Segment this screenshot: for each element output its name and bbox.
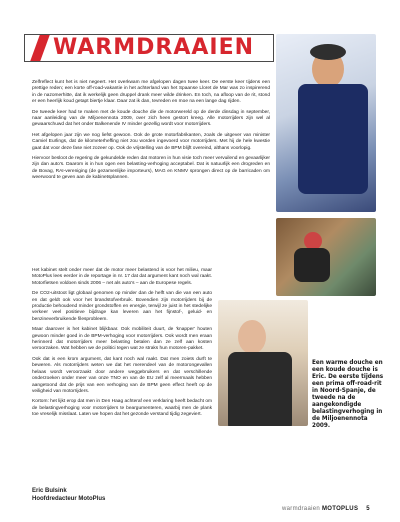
page-number: 5: [366, 506, 370, 512]
article-paragraph: Ook dat is een krom argument, dat kant noch wal raakt. Dat men zoiets durft te beweren. Als motorrijders weten we dat het merendeel van de motorongevallen helaas wordt veroorzaakt door andere weggebruikers en dat verschillende onderzoeken onder meer van onze TNO en van de EU zelf al meermaals hebben aangetoond dat de prijs van een verhoging van de BPM geen effect heeft op de veiligheid van motorrijders.: [32, 356, 212, 394]
minister-head: [238, 320, 266, 354]
photo-offroad: [276, 218, 376, 296]
article-body-lower: [32, 268, 212, 423]
article-paragraph: Zelfreflect kunt het is niet negeert. Het overkwam me afgelopen dagen twee keer. De eerste keer tijdens een prettige reden; een korte off-road-vakantie in het achterland van het Spaanse Lloret de Mar was zo inspirerend in de nazomerhitte, dat ik werkelijk geen druppel drank meer wilde drinken. En toch, na afloop van de rit, stond er een heerlijk koud getapt biertje klaar. Daar zat ik dan, tevreden en moe na een lange dag rijden.: [32, 80, 270, 105]
title-bar: [24, 34, 274, 62]
article-paragraph: Maar daarover is het kabinet blijkbaar. Ook mobiliteit duurt, de 'knapper' houten gewoon minder goed in de BPM-verhoging voor motorrijders. Ook wordt men eraan herinnerd dat motorrijders meer belasting betalen dan ze zelf aan kosten veroorzaken. Wat hebben we de politici tegen wat ze straks hun motoren-pakket.: [32, 327, 212, 352]
footer-section: warmdraaien: [282, 506, 320, 512]
top-border: [0, 0, 400, 12]
title-accent-slash: [30, 35, 49, 61]
article-paragraph: Kortom: het lijkt erop dat men in Den Haag achteraf een verklaring heeft bedacht om de belastingverhoging voor motorrijders te beargumenteren, waarbij men de plank toe vreselijk misslaat. Laten we hopen dat het gezonde verstand tijdig zegeviert.: [32, 399, 212, 418]
rider-hair: [310, 44, 346, 60]
article-paragraph: Hiervoor besloot de regering de gekundelde reden dat motoren in hun visie toch meer vervuilend en gevaarlijker zijn dan auto's. Daarom is in hun ogen een belasting-verhoging acceptabel. Dat is natuurlijk een drogreden en de Bovag, RAI-vereniging (de gezamenlijke importeurs), MAG en KNMV sprongen direct op de barricaden om weerwoord te geven aan de kabinetsplannen.: [32, 156, 270, 181]
page-title: WARMDRAAIEN: [53, 35, 255, 60]
article-paragraph: Het afgelopen jaar zijn we nog liefst gewoon. Ook de grote motorfabrikanten, zoals de uitgever van minister Camiel Eurlings, dat de kilometerheffing niet zou worden ingevoerd voor motorrijders. Met hij de hele kwestie gaat dat voor deze fase niet zozeer op. Ook de vrijstelling van de BPM blijft overeind, althans voorlopig.: [32, 132, 270, 151]
signature-title: Hoofdredacteur MotoPlus: [32, 495, 106, 502]
article-paragraph: De tweede keer had te maken met de koude douche die de motorwereld op de derde dinsdag in september, naar aanleiding van de Miljoenennota 2009, over zich heen gestort kreeg. Alle motorrijders zijn wel al gewaarschuwd dat het onder Balkenende IV minder gezellig wordt voor motorrijders.: [32, 109, 270, 128]
photo-caption: Een warme douche en een koude douche is Eric. De eerste tijdens een prima off-road-rit in Noord-Spanje, de tweede na de aangekondigde belastingverhoging in de Miljoenennota 2009.: [312, 360, 384, 429]
footer-magazine: MOTOPLUS: [321, 506, 359, 512]
signature-name: Eric Bulsink: [32, 488, 67, 494]
photo-minister: [218, 300, 308, 426]
article-paragraph: Het kabinet stelt onder meer dat de motor meer belastend is voor het milieu, maar MotoPlus lees eerder in de reportage in nr. 17 dat dat argument kant noch wal raakt. Motorfietsen voldoen sinds 2006 – net als auto's – aan de Europese regels.: [32, 268, 212, 286]
signature: [32, 488, 232, 503]
article-body-upper: [32, 80, 270, 186]
offroad-rider: [294, 248, 330, 282]
page-footer: [282, 506, 370, 512]
minister-suit: [228, 352, 292, 426]
rider-jacket: [298, 84, 368, 194]
photo-rider: [276, 34, 376, 212]
article-paragraph: De CO2-uitstoot ligt globaal genomen op minder dan de helft van die van een auto en dat geldt ook voor het brandstofverbruik. Bovendien zijn motorrijders bij de productie behoudend minder grondstoffen en energie, terwijl ze juist in het stedelijke verkeer veel positieve bijdrage kan leveren aan het fijnstof-, geluid- en benzineverbruikende filesprobleem.: [32, 291, 212, 322]
